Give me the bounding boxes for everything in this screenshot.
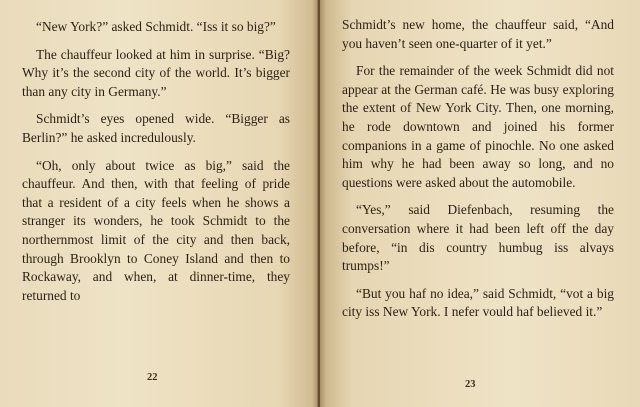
right-paragraph-1: Schmidt’s new home, the chauffeur said, “And you haven’t seen one-quarter of it yet.” [342, 17, 614, 51]
right-paragraph-2: For the remainder of the week Schmidt did not appear at the German café. He was busy exploring the extent of New York City. Then, one morning, he rode downtown and joined his former companions in a game of pinochle. No one asked him why he had been away so long, and no questions were asked about the automobile. [342, 63, 614, 190]
left-page [0, 0, 318, 407]
left-page-text [22, 18, 290, 314]
left-paragraph-2: The chauffeur looked at him in surprise. “Big? Why it’s the second city of the world. It’s bigger than any city in Germany.” [22, 46, 290, 99]
left-page-number: 22 [147, 372, 158, 383]
right-paragraph-3: “Yes,” said Diefenbach, resuming the conversation where it had been left off the day before, “in dis country humbug iss alvays trumps!” [342, 202, 614, 274]
right-page [320, 0, 640, 407]
left-paragraph-1: “New York?” asked Schmidt. “Iss it so big?” [36, 19, 276, 34]
left-paragraph-4: “Oh, only about twice as big,” said the chauffeur. And then, with that feeling of pride that a resident of a city feels when he shows a stranger its wonders, he took Schmidt to the northernmost limit of the city and then back, through Brooklyn to Coney Island and then to Rockaway, and when, at dinner-time, they returned to [22, 157, 290, 303]
right-page-text [342, 16, 614, 331]
right-page-number: 23 [465, 379, 476, 390]
left-paragraph-3: Schmidt’s eyes opened wide. “Bigger as Berlin?” he asked incredulously. [22, 111, 290, 145]
right-paragraph-4: “But you haf no idea,” said Schmidt, “vot a big city iss New York. I nefer vould haf believed it.” [342, 285, 614, 320]
